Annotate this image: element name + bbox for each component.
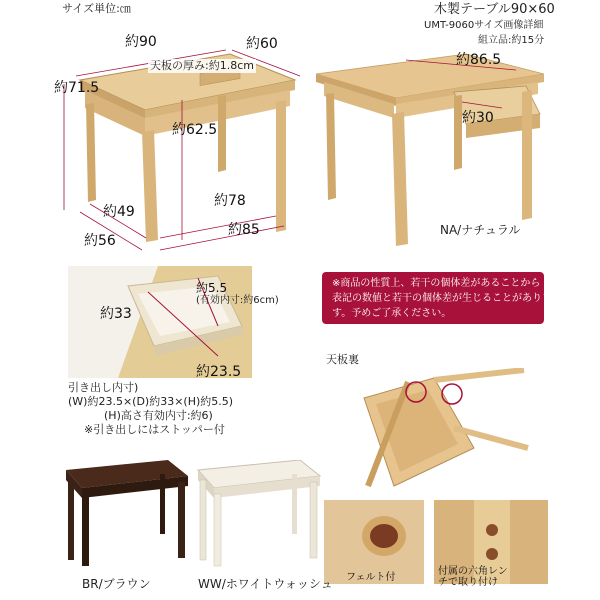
dim-leg-span-width: 約78 <box>214 193 246 209</box>
leg <box>142 130 158 242</box>
color-label-natural: NA/ナチュラル <box>440 223 521 237</box>
dim-drawer-33: 約33 <box>100 306 132 322</box>
dim-top-thickness: 天板の厚み:約1.8cm <box>150 59 254 72</box>
brown-table-photo <box>60 460 190 570</box>
leg <box>86 103 96 202</box>
drawer-stopper-note: ※引き出しにはストッパー付 <box>84 423 225 436</box>
drawer-detail: (W)約23.5×(D)約33×(H)約5.5) <box>68 395 234 408</box>
table-dimension-illustration <box>50 40 310 260</box>
color-label-brown: BR/ブラウン <box>82 577 151 591</box>
dim-width: 約90 <box>125 34 157 50</box>
dim-inner-height: 約62.5 <box>172 122 218 138</box>
natural-table-photo <box>316 48 546 248</box>
notice-line-2: 表記の数値と若干の個体差が生じることがありま <box>332 293 552 304</box>
underside-photo <box>324 368 548 494</box>
drawer-label: 引き出し内寸) <box>68 381 139 394</box>
white-table-photo <box>194 460 324 570</box>
leg <box>276 100 286 232</box>
drawer-height: (H)高さ有効内寸:約6) <box>104 409 213 422</box>
notice-line-3: す。予めご了承ください。 <box>332 308 452 319</box>
dim-drawer-width: 約86.5 <box>456 52 502 68</box>
dim-base-width: 約85 <box>228 222 260 238</box>
assembly-time: 組立品:約15分 <box>478 35 545 46</box>
product-title: 木製テーブル90×60 <box>434 2 555 17</box>
dim-leg-span-depth: 約49 <box>103 204 135 220</box>
notice-line-1: ※商品の性質上、若干の個体差があることから <box>332 278 541 289</box>
dim-drawer-depth: 約30 <box>462 110 494 126</box>
leg <box>218 95 226 172</box>
dim-base-depth: 約56 <box>84 233 116 249</box>
underside-title: 天板裏 <box>326 353 359 366</box>
dim-depth: 約60 <box>246 36 278 52</box>
color-label-white: WW/ホワイトウォッシュ <box>198 577 333 591</box>
unit-note: サイズ単位:㎝ <box>62 2 131 15</box>
notice-box <box>322 272 552 324</box>
dim-height: 約71.5 <box>54 80 100 96</box>
drawer-effective-inner: (有効内寸:約6cm) <box>196 295 279 306</box>
dim-drawer-5-5: 約5.5 <box>196 281 228 295</box>
wrench-label: 付属の六角レンチで取り付け <box>438 566 508 588</box>
felt-label: フェルト付 <box>346 572 396 583</box>
dim-drawer-23-5: 約23.5 <box>196 364 242 380</box>
model-note: UMT-9060サイズ画像詳細 <box>424 20 544 31</box>
